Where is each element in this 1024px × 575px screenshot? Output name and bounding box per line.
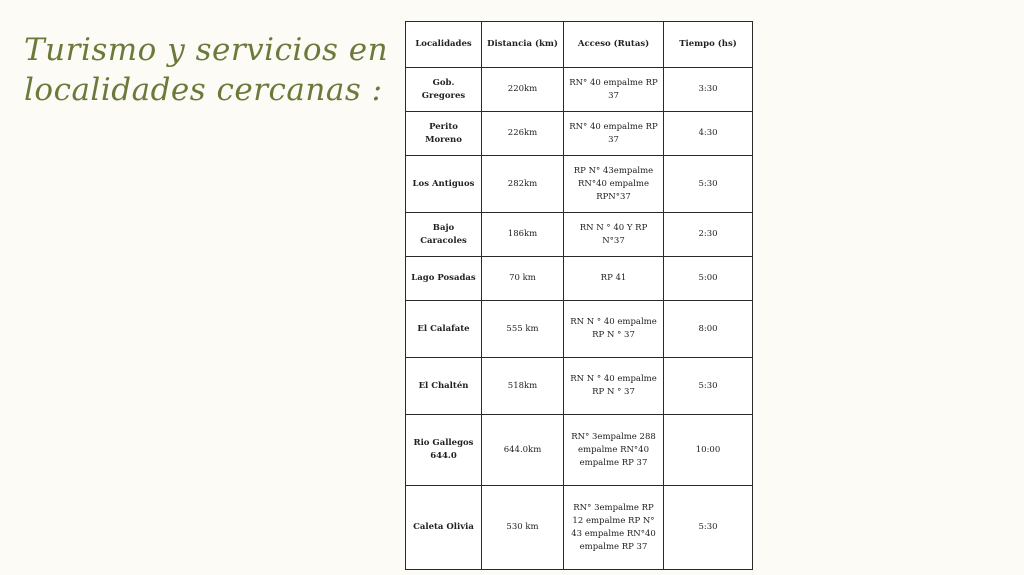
cell-acceso: RN N ° 40 Y RP N°37: [564, 213, 664, 257]
cell-distancia: 644.0km: [482, 415, 564, 486]
table-row: [406, 156, 753, 213]
cell-localidad: Los Antiguos: [406, 156, 482, 213]
cell-localidad: Caleta Olivia: [406, 486, 482, 570]
cell-localidad: Rio Gallegos 644.0: [406, 415, 482, 486]
cell-distancia: 530 km: [482, 486, 564, 570]
table-header-row: [406, 22, 753, 68]
title-line-2: localidades cercanas :: [24, 72, 383, 108]
cell-acceso: RN N ° 40 empalme RP N ° 37: [564, 301, 664, 358]
cell-tiempo: 3:30: [664, 68, 753, 112]
table-row: [406, 486, 753, 570]
cell-distancia: 518km: [482, 358, 564, 415]
table-row: [406, 68, 753, 112]
title-line-1: Turismo y servicios en: [24, 32, 389, 68]
cell-acceso: RP 41: [564, 257, 664, 301]
cell-tiempo: 4:30: [664, 112, 753, 156]
cell-localidad: El Calafate: [406, 301, 482, 358]
cell-acceso: RN N ° 40 empalme RP N ° 37: [564, 358, 664, 415]
table-row: [406, 415, 753, 486]
cell-localidad: El Chaltén: [406, 358, 482, 415]
header-tiempo: Tiempo (hs): [664, 22, 753, 68]
header-distancia: Distancia (km): [482, 22, 564, 68]
cell-acceso: RP N° 43empalme RN°40 empalme RPN°37: [564, 156, 664, 213]
cell-distancia: 186km: [482, 213, 564, 257]
table-row: [406, 301, 753, 358]
cell-distancia: 226km: [482, 112, 564, 156]
header-acceso: Acceso (Rutas): [564, 22, 664, 68]
cell-localidad: Bajo Caracoles: [406, 213, 482, 257]
cell-localidad: Gob. Gregores: [406, 68, 482, 112]
cell-tiempo: 8:00: [664, 301, 753, 358]
table-row: [406, 257, 753, 301]
cell-acceso: RN° 3empalme RP 12 empalme RP N° 43 empalme RN°40 empalme RP 37: [564, 486, 664, 570]
table-row: [406, 213, 753, 257]
cell-distancia: 220km: [482, 68, 564, 112]
cell-tiempo: 5:00: [664, 257, 753, 301]
page-title: [24, 30, 394, 110]
cell-acceso: RN° 3empalme 288 empalme RN°40 empalme RP 37: [564, 415, 664, 486]
cell-localidad: Perito Moreno: [406, 112, 482, 156]
cell-localidad: Lago Posadas: [406, 257, 482, 301]
header-localidades: Localidades: [406, 22, 482, 68]
cell-tiempo: 10:00: [664, 415, 753, 486]
cell-tiempo: 5:30: [664, 486, 753, 570]
table-row: [406, 112, 753, 156]
cell-tiempo: 2:30: [664, 213, 753, 257]
cell-acceso: RN° 40 empalme RP 37: [564, 112, 664, 156]
cell-distancia: 555 km: [482, 301, 564, 358]
cell-distancia: 282km: [482, 156, 564, 213]
cell-tiempo: 5:30: [664, 358, 753, 415]
table-row: [406, 358, 753, 415]
routes-table-container: [405, 21, 753, 570]
cell-acceso: RN° 40 empalme RP 37: [564, 68, 664, 112]
routes-table: [405, 21, 753, 570]
cell-tiempo: 5:30: [664, 156, 753, 213]
cell-distancia: 70 km: [482, 257, 564, 301]
